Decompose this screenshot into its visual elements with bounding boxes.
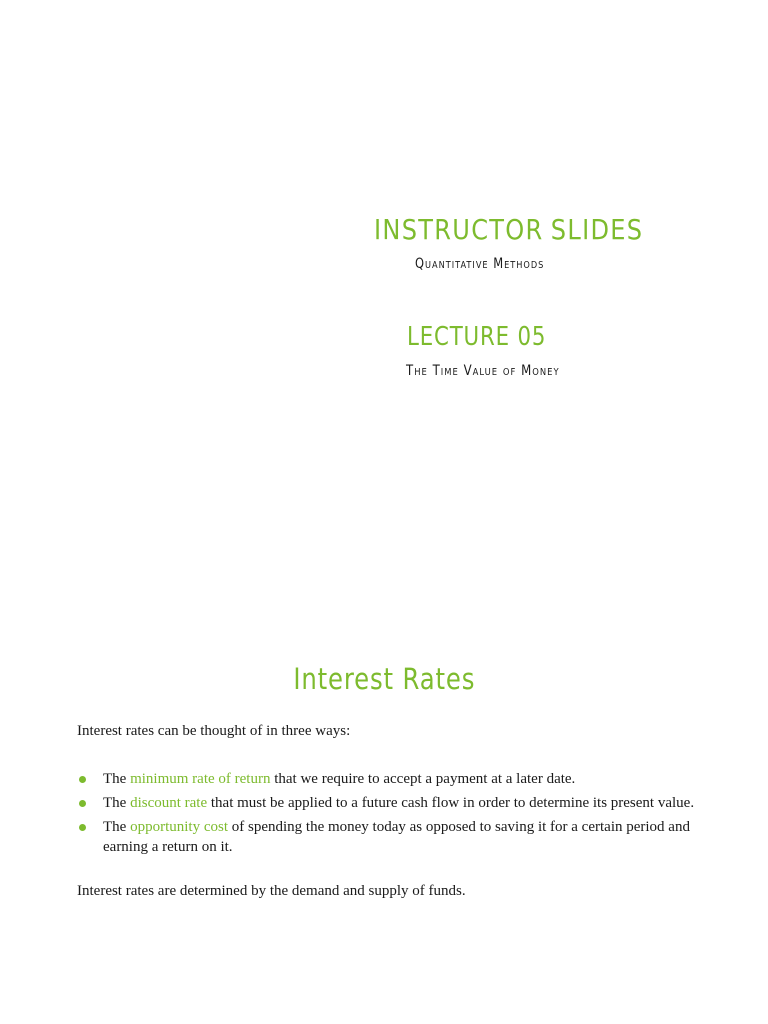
- section-content: [77, 721, 697, 901]
- bullet-item: [77, 817, 697, 857]
- section-heading: [0, 662, 768, 696]
- bullet-rest: that we require to accept a payment at a later date.: [270, 771, 576, 787]
- lecture-subtitle: The Time Value of Money: [406, 363, 560, 379]
- bullet-dot-icon: [79, 800, 86, 807]
- closing-text: Interest rates are determined by the demand and supply of funds.: [77, 883, 466, 899]
- bullet-item: [77, 793, 697, 813]
- bullet-list: [77, 769, 697, 857]
- section-heading-text: Interest Rates: [293, 662, 475, 696]
- bullet-lead: The: [103, 795, 131, 811]
- main-title: INSTRUCTOR SLIDES: [374, 213, 644, 246]
- bullet-lead: The: [103, 819, 131, 835]
- bullet-rest: of spending the money today as opposed to saving it for a certain period and earning a return on it.: [103, 819, 690, 855]
- bullet-highlight: discount rate: [130, 795, 208, 811]
- bullet-dot-icon: [79, 824, 86, 831]
- lecture-title: LECTURE 05: [407, 322, 547, 352]
- bullet-lead: The: [103, 771, 131, 787]
- bullet-highlight: opportunity cost: [130, 819, 228, 835]
- bullet-dot-icon: [79, 776, 86, 783]
- bullet-item: [77, 769, 697, 789]
- bullet-rest: that must be applied to a future cash flow in order to determine its present value.: [207, 795, 695, 811]
- course-subtitle: Quantitative Methods: [415, 256, 545, 272]
- bullet-highlight: minimum rate of return: [130, 771, 271, 787]
- intro-text: Interest rates can be thought of in three ways:: [77, 723, 351, 739]
